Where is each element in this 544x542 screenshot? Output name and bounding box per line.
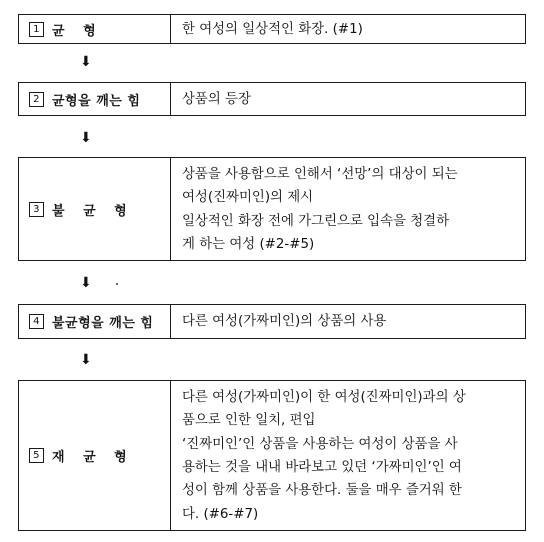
stage-2-box xyxy=(18,82,526,116)
stage-4-description xyxy=(171,305,525,338)
stray-dot-mark xyxy=(116,283,118,285)
stage-number-badge: 3 xyxy=(29,202,44,217)
stage-3-box xyxy=(18,157,526,261)
description-line: 게 하는 여성 (#2-#5) xyxy=(182,236,315,252)
down-arrow-icon: ⬇ xyxy=(80,275,92,291)
stage-1-title xyxy=(19,15,171,43)
stage-label: 균형을 깨는 힘 xyxy=(52,93,141,109)
stage-3-title xyxy=(19,158,171,260)
description-line: 다. (#6-#7) xyxy=(182,506,259,522)
description-line: 일상적인 화장 전에 가그린으로 입속을 청결하 xyxy=(182,213,450,229)
stage-label: 균 형 xyxy=(52,23,103,39)
description-line: 여성(진짜미인)의 제시 xyxy=(182,190,314,206)
stage-label: 재 균 형 xyxy=(52,450,134,465)
description-line: 상품을 사용함으로 인해서 ‘선망’의 대상이 되는 xyxy=(182,166,458,182)
stage-5-title xyxy=(19,381,171,530)
stage-5-description xyxy=(171,381,525,530)
description-line: 다른 여성(가짜미인)의 상품의 사용 xyxy=(182,314,387,330)
stage-2-description xyxy=(171,83,525,115)
stage-3-description xyxy=(171,158,525,260)
description-line: 한 여성의 일상적인 화장. (#1) xyxy=(182,21,363,37)
description-line: 다른 여성(가짜미인)이 한 여성(진짜미인)과의 상 xyxy=(182,389,466,405)
stage-number-badge: 2 xyxy=(29,92,44,107)
stage-1-description xyxy=(171,15,525,43)
description-line: 용하는 것을 내내 바라보고 있던 ‘가짜미인’인 여 xyxy=(182,460,462,475)
description-line: 상품의 등장 xyxy=(182,91,251,107)
stage-number-badge: 5 xyxy=(29,448,44,463)
stage-1-box xyxy=(18,14,526,44)
description-line: 성이 함께 상품을 사용한다. 둘을 매우 즐거워 한 xyxy=(182,483,462,499)
stage-4-box xyxy=(18,304,526,339)
stage-number-badge: 1 xyxy=(29,22,44,37)
down-arrow-icon: ⬇ xyxy=(80,352,92,368)
stage-label: 불 균 형 xyxy=(52,203,134,219)
down-arrow-icon: ⬇ xyxy=(80,130,92,146)
stage-4-title xyxy=(19,305,171,338)
description-line: 품으로 인한 일치, 편입 xyxy=(182,413,316,429)
stage-number-badge: 4 xyxy=(29,314,44,329)
down-arrow-icon: ⬇ xyxy=(80,54,92,70)
stage-label: 불균형을 깨는 힘 xyxy=(52,316,154,331)
stage-2-title xyxy=(19,83,171,115)
description-line: ‘진짜미인’인 상품을 사용하는 여성이 상품을 사 xyxy=(182,436,458,452)
stage-5-box xyxy=(18,380,526,531)
